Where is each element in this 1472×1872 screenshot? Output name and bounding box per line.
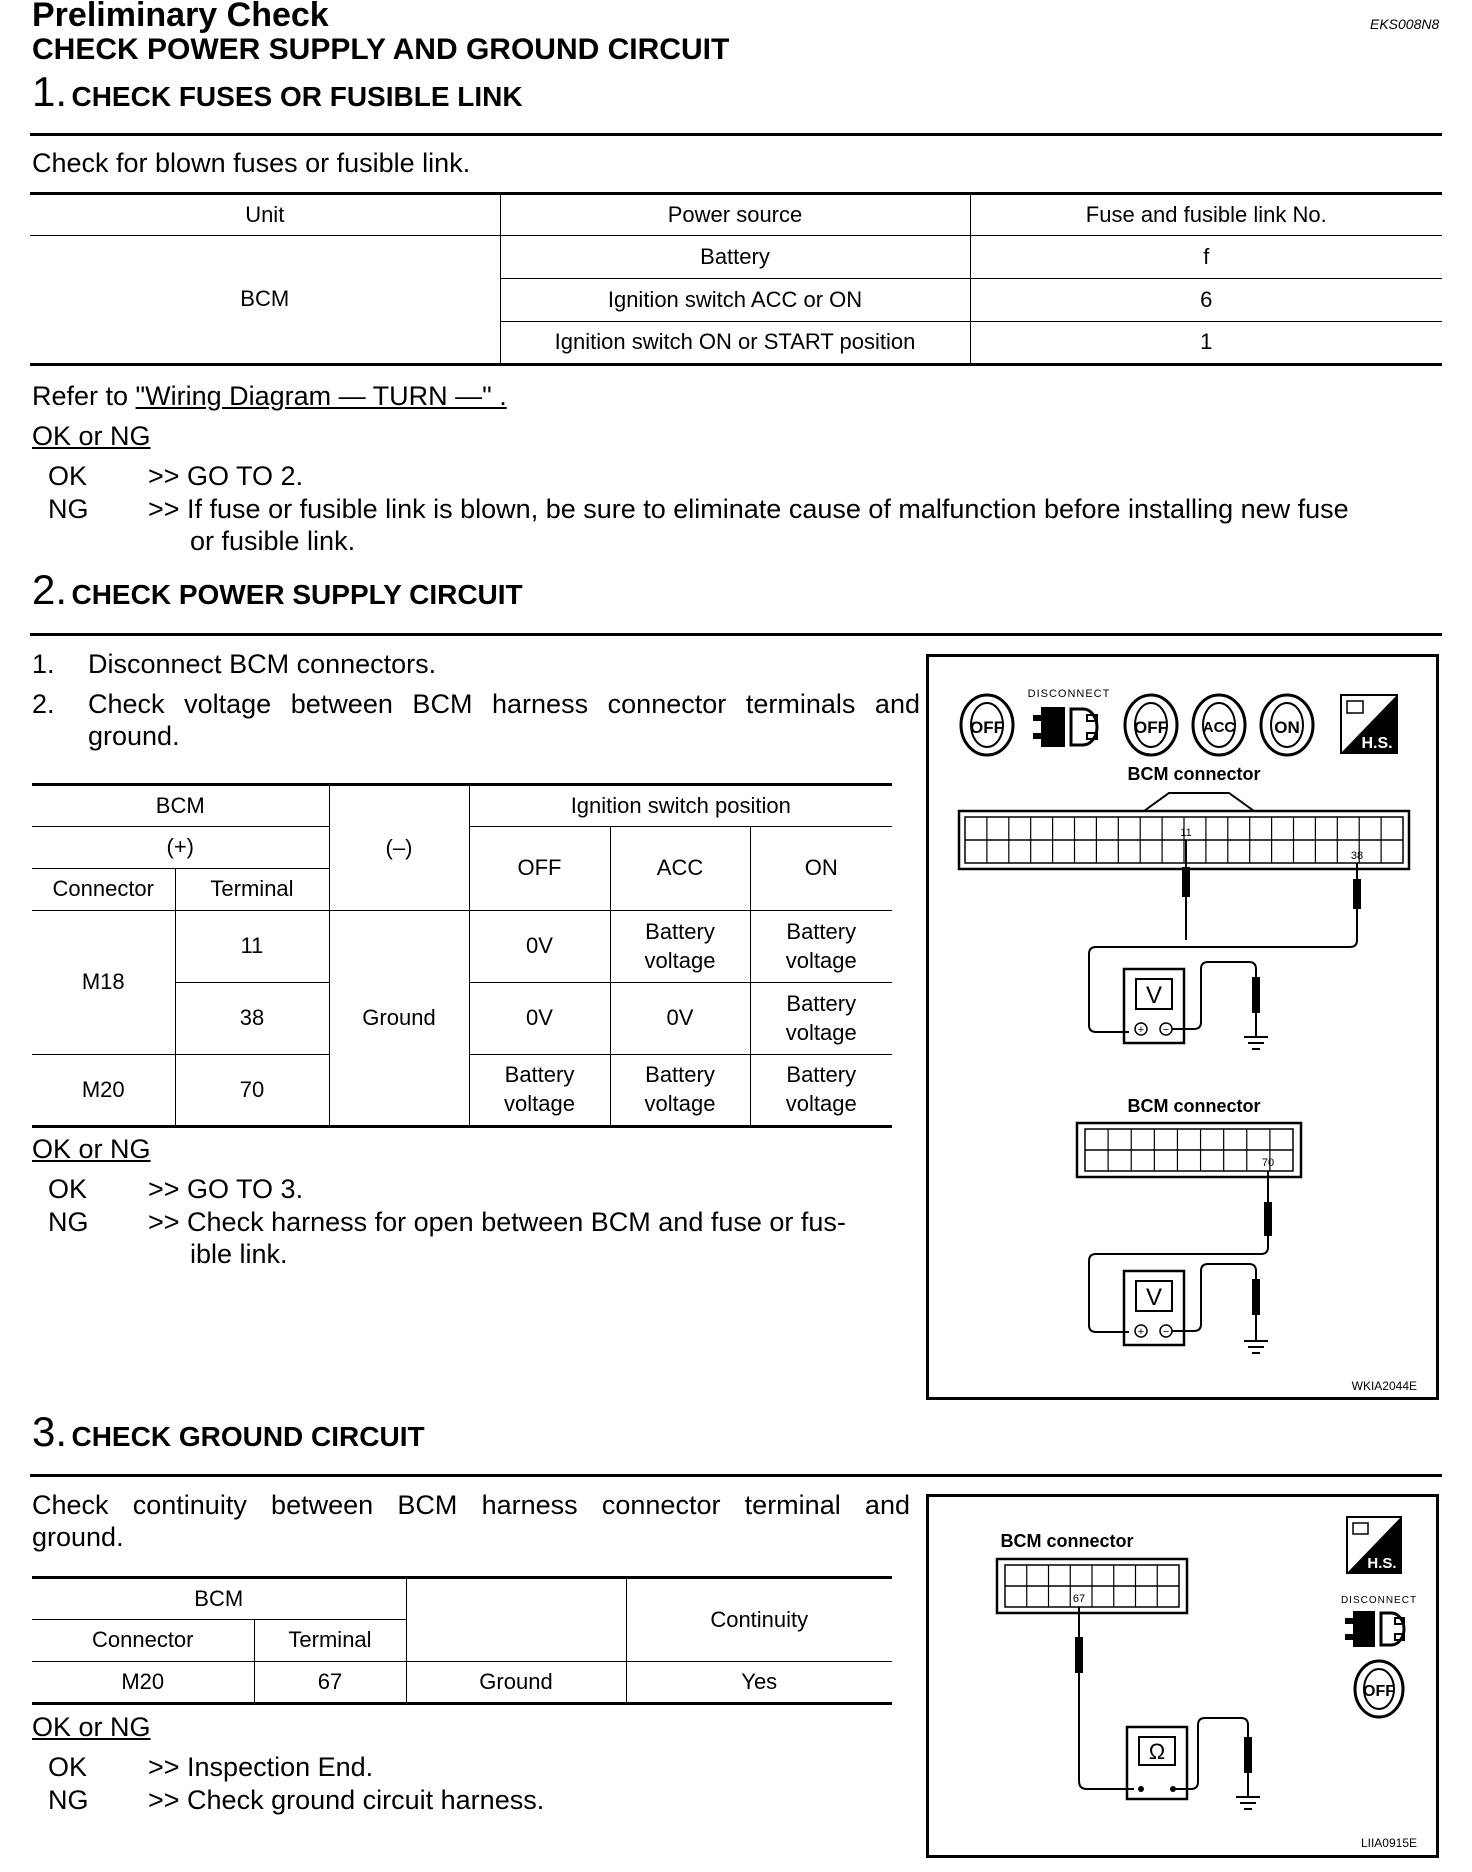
- cell-line: voltage: [644, 1091, 716, 1116]
- ground-circuit-figure: [926, 1494, 1439, 1858]
- connector-label: BCM connector: [1000, 1531, 1134, 1551]
- step1-rule: [30, 133, 1442, 136]
- step3-number: 3.: [32, 1408, 68, 1455]
- table-cell: M18: [32, 911, 175, 1055]
- hs-label: H.S.: [1361, 735, 1393, 752]
- figure-code: LIIA0915E: [1360, 1836, 1417, 1850]
- col-header-on: ON: [750, 827, 892, 911]
- table-cell: 0V: [610, 983, 750, 1055]
- step1-intro: Check for blown fuses or fusible link.: [32, 148, 471, 178]
- ignition-off-icon: [1355, 1661, 1403, 1717]
- list-number: 2.: [32, 689, 55, 719]
- voltage-table: [32, 783, 892, 1128]
- table-cell: [469, 1055, 610, 1127]
- col-header-blank: [406, 1578, 626, 1662]
- doc-code: EKS008N8: [1370, 16, 1440, 32]
- refer-prefix: Refer to: [32, 381, 136, 411]
- step2-ok-ng-label: OK or NG: [32, 1134, 151, 1164]
- col-header-connector: Connector: [32, 1620, 254, 1662]
- ok-key: OK: [48, 1174, 88, 1204]
- list-item-text: ground.: [88, 721, 180, 751]
- step3-title: CHECK GROUND CIRCUIT: [71, 1421, 425, 1452]
- cell-line: voltage: [504, 1091, 575, 1116]
- table-cell: f: [970, 236, 1442, 279]
- step3-heading: [32, 1408, 425, 1456]
- list-number: 1.: [32, 649, 55, 679]
- ignition-acc-icon: [1193, 695, 1245, 755]
- table-cell: 11: [175, 911, 329, 983]
- step1-number: 1.: [32, 68, 68, 115]
- table-cell: 0V: [469, 911, 610, 983]
- ok-key: OK: [48, 1752, 88, 1782]
- hs-label: H.S.: [1367, 1555, 1397, 1572]
- step1-ng-text-cont: or fusible link.: [190, 526, 356, 556]
- voltmeter-icon: [1124, 962, 1268, 1049]
- ok-key: OK: [48, 461, 88, 491]
- probe-wires: [1075, 1607, 1134, 1789]
- table-cell: 70: [175, 1055, 329, 1127]
- list-item: [32, 649, 55, 680]
- table-cell: [750, 1055, 892, 1127]
- list-item-text: Check voltage between BCM harness connector terminals and: [88, 689, 920, 719]
- cell-line: voltage: [785, 1019, 857, 1045]
- power-supply-figure: [926, 654, 1439, 1400]
- cell-line: Battery: [786, 990, 857, 1016]
- fuse-header-unit: Unit: [30, 194, 500, 236]
- ok-text: >> GO TO 2.: [148, 461, 304, 491]
- wiring-diagram-link[interactable]: "Wiring Diagram — TURN —" .: [135, 381, 507, 411]
- svg-text:+: +: [1137, 1326, 1145, 1338]
- svg-text:−: −: [1162, 1024, 1170, 1036]
- ng-text: >> Check harness for open between BCM and fuse or fus-: [148, 1207, 846, 1237]
- ground-circuit-diagram: [929, 1497, 1436, 1855]
- connector-label: BCM connector: [1127, 1096, 1261, 1116]
- pin-11-label: 11: [1180, 827, 1192, 839]
- svg-text:+: +: [1137, 1024, 1145, 1036]
- disconnect-label: DISCONNECT: [1340, 1595, 1418, 1606]
- disconnect-icon: [1341, 1595, 1417, 1647]
- col-header-minus: (–): [329, 785, 469, 911]
- step1-ok-ng-label: OK or NG: [32, 421, 151, 451]
- ok-text: >> Inspection End.: [148, 1752, 374, 1782]
- ok-text: >> GO TO 3.: [148, 1174, 304, 1204]
- col-header-plus: (+): [32, 827, 329, 869]
- meter-v-label: V: [1145, 982, 1163, 1009]
- col-header-off: OFF: [469, 827, 610, 911]
- table-cell: Ignition switch ON or START position: [500, 322, 970, 365]
- disconnect-label: DISCONNECT: [1027, 688, 1111, 700]
- meter-ohm-label: Ω: [1148, 1739, 1166, 1764]
- page-subtitle: CHECK POWER SUPPLY AND GROUND CIRCUIT: [32, 33, 730, 66]
- harness-side-icon: [1341, 695, 1397, 753]
- step2-rule: [30, 633, 1442, 636]
- step1-title: CHECK FUSES OR FUSIBLE LINK: [71, 81, 523, 112]
- col-header-continuity: Continuity: [626, 1578, 892, 1662]
- key-label-off: OFF: [970, 718, 1004, 737]
- cell-line: Battery: [645, 918, 715, 944]
- page-title: Preliminary Check: [32, 0, 329, 34]
- voltmeter-icon: [1124, 1264, 1268, 1353]
- probe-wires: [1089, 1171, 1272, 1332]
- table-cell: 6: [970, 279, 1442, 322]
- key-label-on: ON: [1274, 718, 1300, 737]
- pin-67-label: 67: [1072, 1593, 1086, 1605]
- step2-ng-text-cont: ible link.: [190, 1239, 288, 1269]
- harness-side-icon: [1347, 1517, 1401, 1573]
- cell-line: Battery: [645, 1062, 715, 1088]
- list-item: [32, 689, 55, 720]
- cell-line: Battery: [786, 1062, 857, 1088]
- ng-key: NG: [48, 494, 89, 524]
- step3-ok-ng-label: OK or NG: [32, 1712, 151, 1742]
- col-header-terminal: Terminal: [254, 1620, 406, 1662]
- refer-line: [32, 381, 507, 412]
- table-cell: Ground: [329, 911, 469, 1127]
- table-cell: M20: [32, 1055, 175, 1127]
- table-cell: 67: [254, 1662, 406, 1704]
- ng-text: >> Check ground circuit harness.: [148, 1785, 545, 1815]
- table-cell: [610, 911, 750, 983]
- bcm-connector-m20: [997, 1559, 1187, 1613]
- pin-38-label: 38: [1350, 850, 1364, 862]
- table-cell: [750, 911, 892, 983]
- bcm-connector-m20: [1077, 1123, 1301, 1177]
- step2-number: 2.: [32, 566, 68, 613]
- step1-heading: [32, 68, 523, 116]
- table-cell: Yes: [626, 1662, 892, 1704]
- table-cell: 0V: [469, 983, 610, 1055]
- cell-line: voltage: [785, 947, 857, 973]
- fuse-table: [30, 192, 1442, 366]
- ng-key: NG: [48, 1785, 89, 1815]
- ng-text: >> If fuse or fusible link is blown, be sure to eliminate cause of malfunction before installing new fuse: [148, 494, 1349, 524]
- step3-rule: [30, 1474, 1442, 1477]
- step3-intro-cont: ground.: [32, 1522, 124, 1552]
- col-header-bcm: BCM: [32, 785, 329, 827]
- connector-label: BCM connector: [1127, 764, 1261, 784]
- col-header-ign: Ignition switch position: [469, 785, 892, 827]
- cell-line: voltage: [644, 947, 716, 973]
- key-label-off: OFF: [1134, 718, 1168, 737]
- pin-70-label: 70: [1261, 1157, 1275, 1169]
- table-cell: Battery: [500, 236, 970, 279]
- fuse-header-source: Power source: [500, 194, 970, 236]
- figure-code: WKIA2044E: [1351, 1379, 1417, 1393]
- col-header-bcm: BCM: [32, 1578, 406, 1620]
- meter-v-label: V: [1145, 1284, 1163, 1311]
- fuse-unit-cell: BCM: [30, 236, 500, 365]
- cell-line: Battery: [786, 918, 857, 944]
- col-header-connector: Connector: [32, 869, 175, 911]
- ignition-off-icon: [961, 695, 1013, 755]
- table-cell: [610, 1055, 750, 1127]
- key-label-acc: ACC: [1202, 719, 1236, 736]
- bcm-connector-m18: [959, 793, 1409, 869]
- continuity-table: [32, 1576, 892, 1705]
- ignition-off-icon: [1125, 695, 1177, 755]
- disconnect-icon: [1028, 688, 1111, 747]
- list-item-text: Disconnect BCM connectors.: [88, 649, 437, 679]
- cell-line: voltage: [785, 1091, 857, 1116]
- fuse-header-fuse: Fuse and fusible link No.: [970, 194, 1442, 236]
- ng-key: NG: [48, 1207, 89, 1237]
- col-header-acc: ACC: [610, 827, 750, 911]
- cell-line: Battery: [504, 1062, 575, 1088]
- step2-title: CHECK POWER SUPPLY CIRCUIT: [71, 579, 523, 610]
- table-cell: [750, 983, 892, 1055]
- svg-text:−: −: [1162, 1326, 1170, 1338]
- key-label-off: OFF: [1363, 1683, 1395, 1700]
- table-cell: 38: [175, 983, 329, 1055]
- table-cell: M20: [32, 1662, 254, 1704]
- ignition-on-icon: [1261, 695, 1313, 755]
- table-cell: Ground: [406, 1662, 626, 1704]
- col-header-terminal: Terminal: [175, 869, 329, 911]
- table-cell: 1: [970, 322, 1442, 365]
- table-cell: Ignition switch ACC or ON: [500, 279, 970, 322]
- ohmmeter-icon: [1127, 1718, 1260, 1809]
- step2-heading: [32, 566, 523, 614]
- step3-intro: Check continuity between BCM harness connector terminal and: [32, 1490, 910, 1520]
- power-supply-diagram: [929, 657, 1436, 1397]
